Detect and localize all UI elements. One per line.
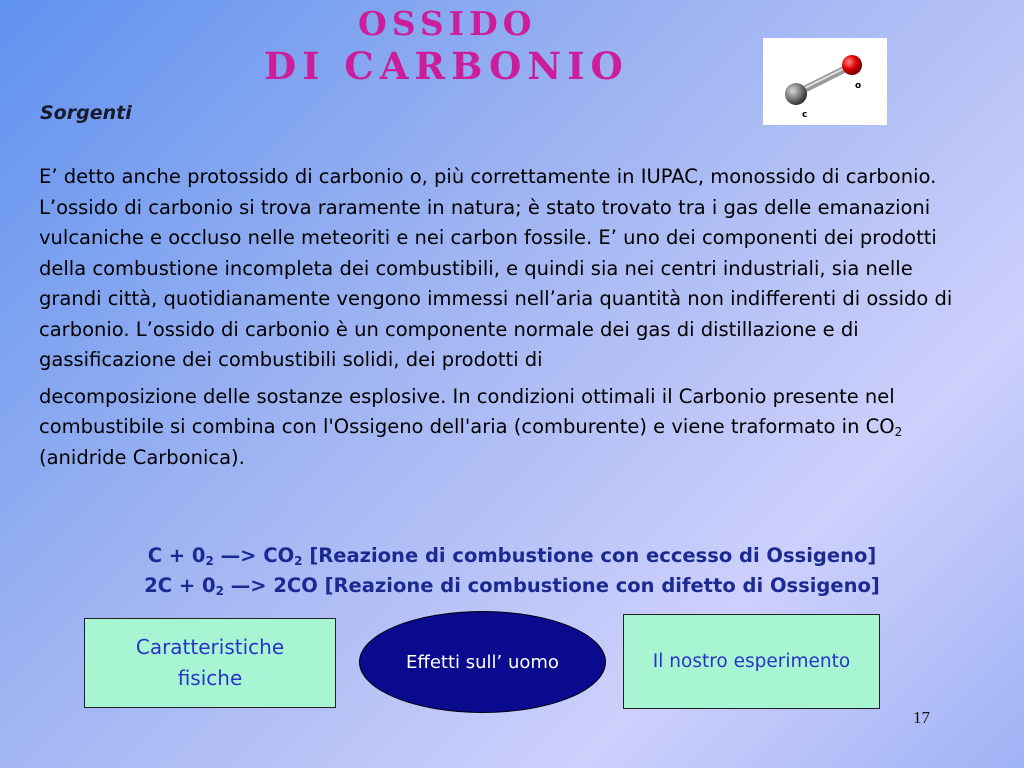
caratteristiche-label-2: fisiche (177, 666, 243, 690)
title-line-2: DI CARBONIO (264, 44, 629, 88)
effetti-uomo-button[interactable] (359, 611, 606, 713)
paragraph-part-2-text: decomposizione delle sostanze esplosive. In condizioni ottimali il Carbonio presente nel combustibile si combina con l'Ossigeno dell'aria (comburente) e viene traformato in CO (39, 384, 895, 438)
nostro-esperimento-button[interactable] (623, 614, 880, 709)
reaction-1-lhs: C + 0 (147, 544, 206, 567)
reaction-1-note: [Reazione di combustione con eccesso di Ossigeno] (302, 544, 877, 567)
oxygen-atom (842, 55, 862, 75)
reaction-2-product: 2CO (273, 574, 318, 597)
co-molecule-icon (763, 38, 887, 125)
reaction-1-product-sub: 2 (294, 554, 303, 568)
paragraph-part-1: E’ detto anche protossido di carbonio o, più correttamente in IUPAC, monossido di carbonio. L’ossido di carbonio si trova raramente in natura; è stato trovato tra i gas delle emanazioni vulcaniche e occluso nelle meteoriti e nei carbon fossile. E’ uno dei componenti dei prodotti della combustione incompleta dei combustibili, e quindi sia nei centri industriali, sia nelle grandi città, quotidianamente vengono immessi nell’aria quantità non indifferenti di ossido di carbonio. L’ossido di carbonio è un componente normale dei gas di distillazione e di gassificazione dei combustibili solidi, dei prodotti di (39, 165, 953, 371)
esperimento-label: Il nostro esperimento (652, 651, 851, 672)
reaction-2-lhs: 2C + 0 (144, 574, 216, 597)
atom-label-o: o (855, 81, 862, 91)
paragraph-part-2-end: (anidride Carbonica). (39, 445, 245, 469)
caratteristiche-label-1: Caratteristiche (135, 635, 285, 659)
reaction-2-note: [Reazione di combustione con difetto di Ossigeno] (317, 574, 880, 597)
body-paragraph (39, 162, 969, 473)
reaction-1 (0, 541, 1024, 571)
reaction-1-product: CO (263, 544, 295, 567)
title-line-1: OSSIDO (358, 4, 537, 43)
co2-subscript: 2 (894, 425, 903, 439)
reaction-1-arrow: —> (213, 544, 264, 567)
paragraph-part-2 (39, 382, 969, 474)
carbon-atom (785, 83, 807, 105)
reaction-2-lhs-sub: 2 (215, 584, 224, 598)
atom-label-c: c (802, 110, 808, 120)
reaction-2-arrow: —> (223, 574, 274, 597)
molecule-image (763, 38, 887, 125)
caratteristiche-fisiche-button[interactable] (84, 618, 336, 708)
reactions-block (0, 541, 1024, 601)
section-heading: Sorgenti (40, 102, 132, 124)
effetti-label: Effetti sull’ uomo (406, 651, 559, 673)
page-number: 17 (913, 708, 930, 727)
reaction-1-lhs-sub: 2 (205, 554, 214, 568)
reaction-2 (0, 571, 1024, 601)
